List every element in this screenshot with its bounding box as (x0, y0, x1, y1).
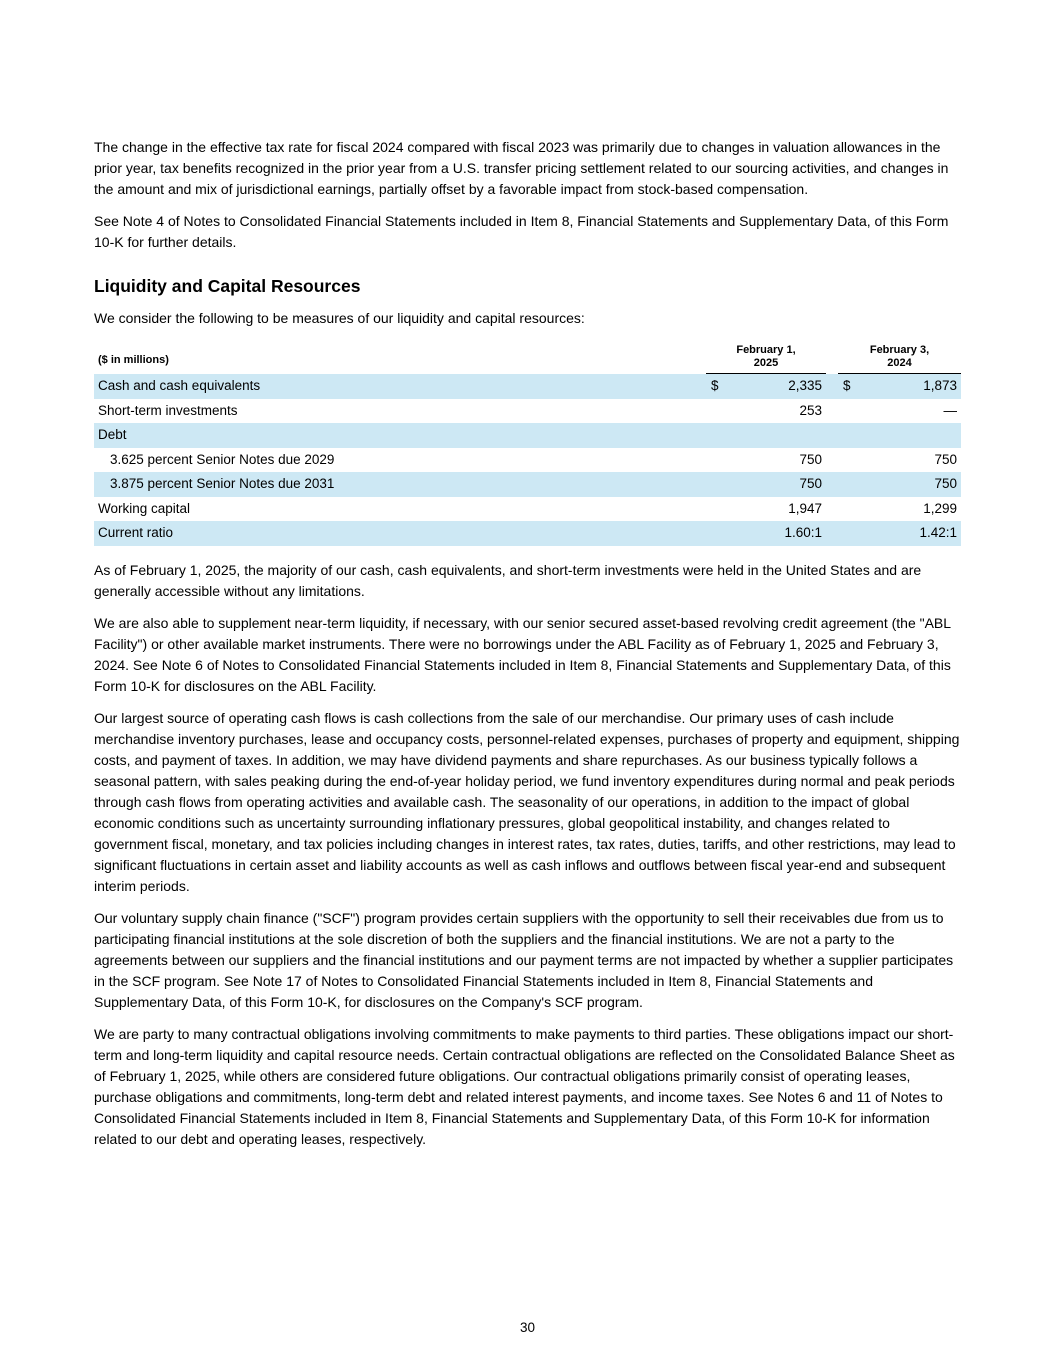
column-gap (826, 423, 838, 448)
column-gap (826, 399, 838, 424)
col-header-line: February 1, (736, 344, 796, 356)
currency-symbol (838, 399, 858, 424)
col-header-line: 2025 (753, 356, 779, 369)
currency-symbol (838, 423, 858, 448)
paragraph-operating-cash-flows: Our largest source of operating cash flows is cash collections from the sale of our merchandise. Our primary uses of cash include merchandise inventory purchases, lease and occupancy costs, personnel-related expenses, purchases of property and equipment, shipping costs, and payment of taxes. In addition, we may have dividend payments and share repurchases. As our business typically follows a seasonal pattern, with sales peaking during the end-of-year holiday period, we fund inventory expenditures during normal and peak periods through cash flows from operating activities and available cash. The seasonality of our operations, in addition to the impact of global economic conditions such as uncertainty surrounding inflationary pressures, global geopolitical instability, and changes related to government fiscal, monetary, and tax policies including changes in interest rates, tax rates, duties, tariffs, and other restrictions, may lead to significant fluctuations in certain asset and liability accounts as well as cash inflows and outflows between fiscal year-end and subsequent interim periods. (94, 709, 960, 894)
paragraph-note4-reference: See Note 4 of Notes to Consolidated Financial Statements included in Item 8, Financial Statements and Supplementary Data, of this Form 10-K for further details. (94, 213, 949, 250)
value-2024: 1,873 (858, 374, 961, 399)
column-gap (826, 521, 838, 546)
paragraph-liquidity-lead: We consider the following to be measures of our liquidity and capital resources: (94, 310, 585, 326)
table-unit-label: ($ in millions) (98, 354, 169, 366)
row-label: Current ratio (94, 521, 706, 546)
paragraph-scf-program: Our voluntary supply chain finance ("SCF") program provides certain suppliers with the opportunity to sell their receivables due from us to participating financial institutions at the sole discretion of both the suppliers and the financial institutions. We are not a party to the agreements between our suppliers and the financial institutions and our payment terms are not impacted by whether a supplier participates in the SCF program. See Note 17 of Notes to Consolidated Financial Statements included in Item 8, Financial Statements and Supplementary Data, of this Form 10-K, for disclosures on the Company's SCF program. (94, 909, 954, 1010)
currency-symbol (706, 448, 726, 473)
row-label: 3.625 percent Senior Notes due 2029 (110, 451, 335, 467)
currency-symbol (838, 497, 858, 522)
table-header-gap (826, 340, 838, 374)
row-label: Cash and cash equivalents (94, 374, 706, 399)
currency-symbol (838, 472, 858, 497)
row-label: Working capital (98, 500, 191, 516)
value-2025: 750 (726, 472, 826, 497)
table-row-current-ratio (94, 521, 961, 546)
value-2025: 1.60:1 (726, 521, 826, 546)
column-gap (826, 448, 838, 473)
paragraph-abl-facility: We are also able to supplement near-term liquidity, if necessary, with our senior secured asset-based revolving credit agreement (the "ABL Facility") or other available market instruments. There were no borrowings under the ABL Facility as of February 1, 2025 and February 3, 2024. See Note 6 of Notes to Consolidated Financial Statements included in Item 8, Financial Statements and Supplementary Data, of this Form 10-K for disclosures on the ABL Facility. (94, 614, 951, 694)
value-2025 (726, 423, 826, 448)
row-label: Short-term investments (98, 402, 238, 418)
table-row-working-capital (94, 497, 961, 522)
table-row-senior-notes-2031 (94, 472, 961, 497)
liquidity-measures-table (94, 340, 961, 546)
table-col-header-feb-1-2025 (706, 340, 826, 374)
value-2024: 750 (934, 451, 957, 467)
currency-symbol (706, 399, 726, 424)
page-number: 30 (519, 1320, 536, 1335)
currency-symbol: $ (838, 374, 858, 399)
column-gap (826, 374, 838, 399)
currency-symbol: $ (706, 374, 726, 399)
value-2025: 1,947 (788, 500, 822, 516)
currency-symbol (706, 472, 726, 497)
col-header-line: 2024 (887, 356, 912, 369)
value-2025: 750 (799, 451, 822, 467)
section-heading-liquidity-capital-resources: Liquidity and Capital Resources (94, 276, 361, 296)
column-gap (826, 472, 838, 497)
value-2024: 1,299 (923, 500, 957, 516)
table-col-header-feb-3-2024 (838, 340, 961, 374)
table-row-senior-notes-2029 (94, 448, 961, 473)
value-2025: 2,335 (726, 374, 826, 399)
currency-symbol (838, 521, 858, 546)
col-header-line: February 3, (869, 344, 930, 356)
currency-symbol (706, 423, 726, 448)
paragraph-effective-tax-rate: The change in the effective tax rate for fiscal 2024 compared with fiscal 2023 was primarily due to changes in valuation allowances in the prior year, tax benefits recognized in the prior year from a U.S. transfer pricing settlement related to our sourcing activities, and changes in the amount and mix of jurisdictional earnings, partially offset by a favorable impact from stock-based compensation. (94, 139, 949, 197)
paragraph-contractual-obligations: We are party to many contractual obligations involving commitments to make payments to third parties. These obligations impact our short-term and long-term liquidity and capital resource needs. Certain contractual obligations are reflected on the Consolidated Balance Sheet as of February 1, 2025, while others are considered future obligations. Our contractual obligations primarily consist of operating leases, purchase obligations and commitments, long-term debt and related interest payments, and income taxes. See Notes 6 and 11 of Notes to Consolidated Financial Statements included in Item 8, Financial Statements and Supplementary Data, of this Form 10-K for information related to our debt and operating leases, respectively. (94, 1025, 955, 1147)
currency-symbol (706, 497, 726, 522)
value-2025: 253 (799, 402, 822, 418)
value-2024 (858, 423, 961, 448)
currency-symbol (706, 521, 726, 546)
row-label: Debt (94, 423, 706, 448)
table-row-debt (94, 423, 961, 448)
table-row-cash-and-cash-equivalents (94, 374, 961, 399)
row-label: 3.875 percent Senior Notes due 2031 (94, 472, 706, 497)
table-row-short-term-investments (94, 399, 961, 424)
value-2024: 1.42:1 (858, 521, 961, 546)
currency-symbol (838, 448, 858, 473)
column-gap (826, 497, 838, 522)
table-header-row (94, 340, 961, 374)
value-2024: 750 (858, 472, 961, 497)
value-2024: — (943, 402, 957, 418)
paragraph-cash-held-us: As of February 1, 2025, the majority of our cash, cash equivalents, and short-term investments were held in the United States and are generally accessible without any limitations. (94, 561, 922, 599)
